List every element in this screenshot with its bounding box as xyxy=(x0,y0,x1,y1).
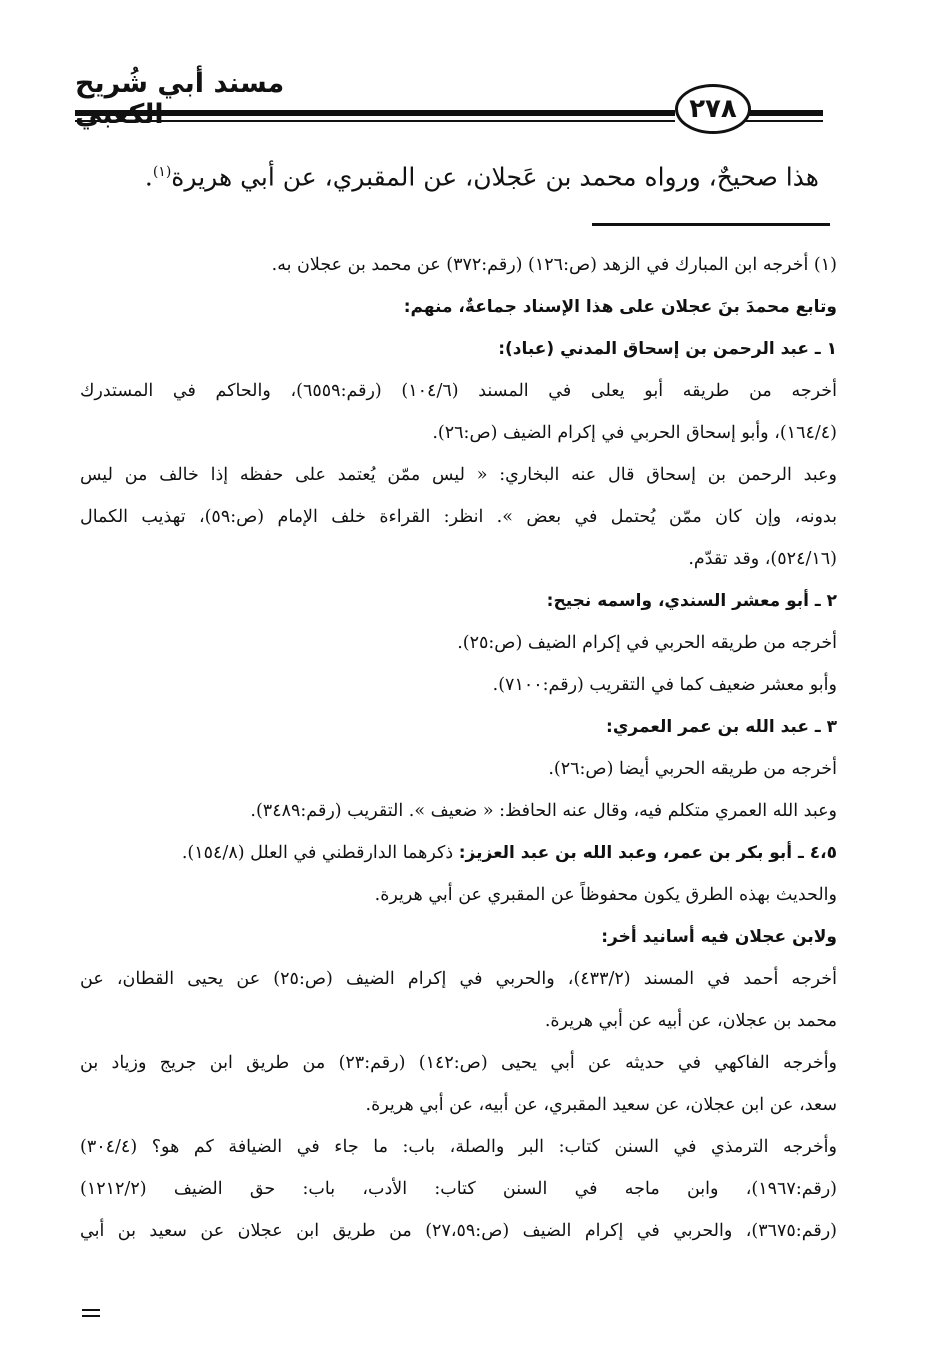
running-header-title: مسند أبي شُريح xyxy=(75,68,285,99)
footnote-1: (١) أخرجه ابن المبارك في الزهد (ص:١٢٦) (رقم:٣٧٢) عن محمد بن عجلان به. xyxy=(271,255,837,275)
para-5: أخرجه من طريقه الحربي أيضا (ص:٢٦). xyxy=(548,759,837,779)
footnote-ref[interactable]: (١) xyxy=(152,164,172,180)
footnote-separator xyxy=(592,223,830,226)
para-2-line-3: (٥٢٤/١٦)، وقد تقدّم. xyxy=(688,549,837,569)
para-7: والحديث بهذه الطرق يكون محفوظاً عن المقبري عن أبي هريرة. xyxy=(374,885,837,905)
main-text-body: هذا صحيحٌ، ورواه محمد بن عَجلان، عن المقبري، عن أبي هريرة xyxy=(171,162,819,192)
page-number-text: ٢٧٨ xyxy=(689,94,737,124)
para-10-line-2: (رقم:١٩٦٧)، وابن ماجه في السنن كتاب: الأدب، باب: حق الضيف (١٢١٢/٢) xyxy=(80,1179,837,1199)
page-number xyxy=(675,84,751,134)
para-2-line-2: بدونه، وإن كان ممّن يُحتمل في بعض ». انظر: القراءة خلف الإمام (ص:٥٩)، تهذيب الكمال xyxy=(80,507,837,527)
heading-2: ٢ ـ أبو معشر السندي، واسمه نجيح: xyxy=(546,591,837,611)
header-rule-thin xyxy=(75,120,675,122)
para-10-line-3: (رقم:٣٦٧٥)، والحربي في إكرام الضيف (ص:٢٧،٥٩) من طريق ابن عجلان عن سعيد بن أبي xyxy=(80,1221,837,1241)
header-rule-thick xyxy=(75,110,675,116)
heading-6: ولابن عجلان فيه أسانيد أخر: xyxy=(601,927,837,947)
para-1-line-2: (١٦٤/٤)، وأبو إسحاق الحربي في إكرام الضيف (ص:٢٦). xyxy=(432,423,837,443)
heading-4-5-rest: ذكرهما الدارقطني في العلل (١٥٤/٨). xyxy=(181,843,459,863)
main-text-end: . xyxy=(144,162,153,192)
continuation-mark xyxy=(82,1309,100,1321)
heading-3: ٣ ـ عبد الله بن عمر العمري: xyxy=(606,717,837,737)
para-8-line-2: محمد بن عجلان، عن أبيه عن أبي هريرة. xyxy=(544,1011,837,1031)
para-10-line-1: وأخرجه الترمذي في السنن كتاب: البر والصلة، باب: ما جاء في الضيافة كم هو؟ (٣٠٤/٤) xyxy=(80,1137,837,1157)
para-1-line-1: أخرجه من طريقه أبو يعلى في المسند (١٠٤/٦) (رقم:٦٥٥٩)، والحاكم في المستدرك xyxy=(80,381,837,401)
header-rule-thick-right xyxy=(745,110,823,116)
para-4: وأبو معشر ضعيف كما في التقريب (رقم:٧١٠٠). xyxy=(492,675,837,695)
para-9-line-1: وأخرجه الفاكهي في حديثه عن أبي يحيى (ص:١٤٢) (رقم:٢٣) من طريق ابن جريج وزياد بن xyxy=(80,1053,837,1073)
main-text xyxy=(99,152,819,197)
intro-heading: وتابع محمدَ بنَ عجلان على هذا الإسناد جماعةٌ، منهم: xyxy=(403,297,837,317)
heading-4-5 xyxy=(80,832,837,874)
footnote-body xyxy=(80,244,837,1252)
header-rule-thin-right xyxy=(745,120,823,122)
heading-1: ١ ـ عبد الرحمن بن إسحاق المدني (عباد): xyxy=(498,339,837,359)
para-2-line-1: وعبد الرحمن بن إسحاق قال عنه البخاري: « ليس ممّن يُعتمد على حفظه إذا خالف من ليس xyxy=(80,465,837,485)
para-8-line-1: أخرجه أحمد في المسند (٤٣٣/٢)، والحربي في إكرام الضيف (ص:٢٥) عن يحيى القطان، عن xyxy=(80,969,837,989)
para-3: أخرجه من طريقه الحربي في إكرام الضيف (ص:٢٥). xyxy=(457,633,837,653)
heading-4-5-bold: ٤،٥ ـ أبو بكر بن عمر، وعبد الله بن عبد العزيز: xyxy=(458,843,837,863)
para-6: وعبد الله العمري متكلم فيه، وقال عنه الحافظ: « ضعيف ». التقريب (رقم:٣٤٨٩). xyxy=(250,801,837,821)
para-9-line-2: سعد، عن ابن عجلان، عن سعيد المقبري، عن أبيه، عن أبي هريرة. xyxy=(365,1095,837,1115)
